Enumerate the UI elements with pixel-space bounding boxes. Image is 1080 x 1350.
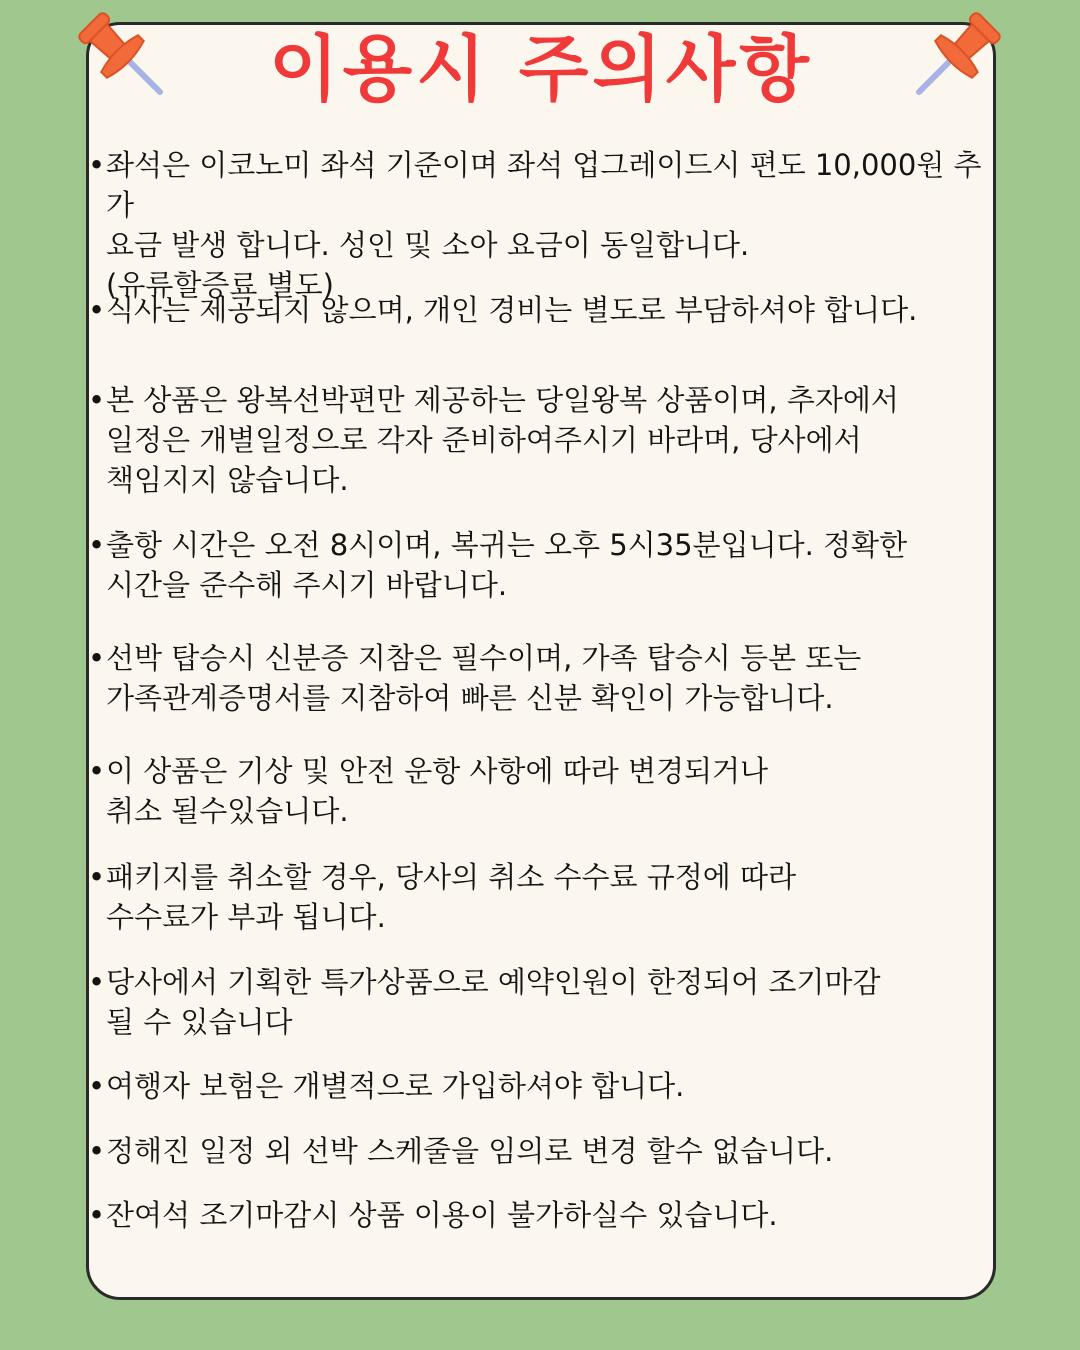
notice-item (88, 857, 988, 937)
notice-item (88, 1131, 988, 1171)
notice-item (88, 962, 988, 1042)
bullet: • (88, 293, 106, 327)
notice-item (88, 638, 988, 718)
notice-text: 패키지를 취소할 경우, 당사의 취소 수수료 규정에 따라 수수료가 부과 됩니다. (106, 860, 797, 934)
bullet: • (88, 528, 106, 562)
notice-text: 본 상품은 왕복선박편만 제공하는 당일왕복 상품이며, 추자에서 일정은 개별일정으로 각자 준비하여주시기 바라며, 당사에서 책임지지 않습니다. (106, 383, 899, 497)
notice-item (88, 525, 988, 605)
bullet: • (88, 1134, 106, 1168)
notice-text: 이 상품은 기상 및 안전 운항 사항에 따라 변경되거나 취소 될수있습니다. (106, 754, 769, 828)
bullet: • (88, 383, 106, 417)
notice-item (88, 1195, 988, 1235)
bullet: • (88, 148, 106, 182)
notice-text: 당사에서 기획한 특가상품으로 예약인원이 한정되어 조기마감 될 수 있습니다 (106, 965, 881, 1039)
bullet: • (88, 641, 106, 675)
notice-text: 잔여석 조기마감시 상품 이용이 불가하실수 있습니다. (106, 1198, 778, 1232)
bullet: • (88, 1198, 106, 1232)
notice-item (88, 1066, 988, 1106)
page-title: 이용시 주의사항 (269, 27, 813, 111)
notice-text: 여행자 보험은 개별적으로 가입하셔야 합니다. (106, 1069, 685, 1103)
bullet: • (88, 754, 106, 788)
notice-item (88, 380, 988, 500)
notice-text: 정해진 일정 외 선박 스케줄을 임의로 변경 할수 없습니다. (106, 1134, 834, 1168)
bullet: • (88, 860, 106, 894)
bullet: • (88, 1069, 106, 1103)
notice-text: 식사는 제공되지 않으며, 개인 경비는 별도로 부담하셔야 합니다. (106, 293, 918, 327)
notice-item (88, 290, 988, 330)
notice-text: 좌석은 이코노미 좌석 기준이며 좌석 업그레이드시 편도 10,000원 추가 요금 발생 합니다. 성인 및 소아 요금이 동일합니다. (유류할증료 별도) (106, 148, 982, 302)
notice-item (88, 751, 988, 831)
notice-item (88, 145, 988, 305)
notice-text: 선박 탑승시 신분증 지참은 필수이며, 가족 탑승시 등본 또는 가족관계증명서를 지참하여 빠른 신분 확인이 가능합니다. (106, 641, 862, 715)
bullet: • (88, 965, 106, 999)
notice-text: 출항 시간은 오전 8시이며, 복귀는 오후 5시35분입니다. 정확한 시간을 준수해 주시기 바랍니다. (106, 528, 908, 602)
